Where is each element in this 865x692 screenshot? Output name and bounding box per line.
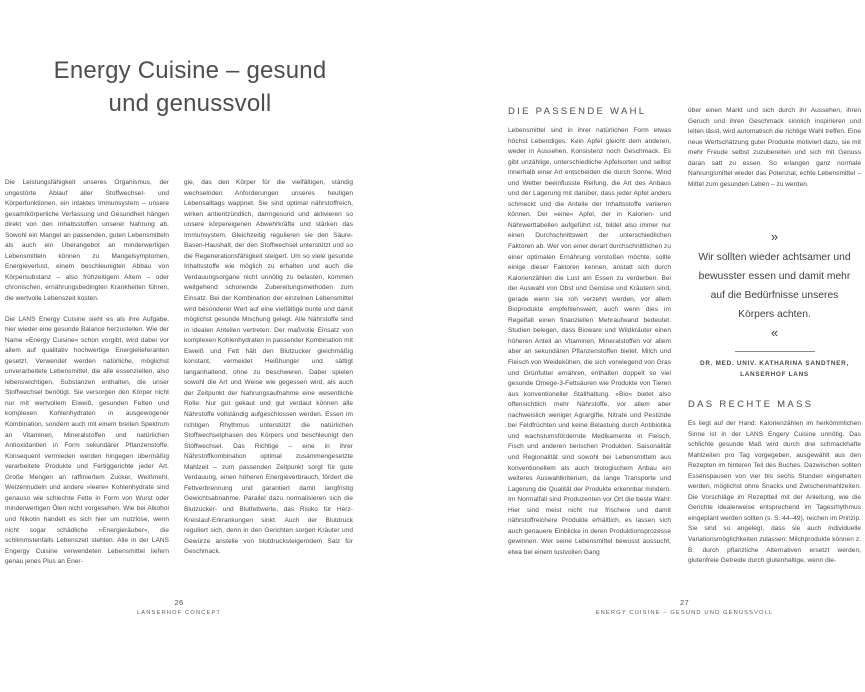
attribution-divider xyxy=(735,351,815,352)
passende-wahl-column-1-text: Lebensmittel sind in ihrer natürlichen Form etwas höchst Lebendiges. Kein Apfel gleicht dem anderen, weder in Aussehen, Konsistenz noch Geschmack. Es gibt unzählige, unterschiedliche Apfelsorten und selbst innerhalb einer Art entscheiden die durch Sonne, Wind und Wetter beeinflusste Reifung, die Art des Anbaus und der Lagerung mit darüber, dass jeder Apfel anders schmeckt und die Anteile der Inhaltsstoffe variieren können. Der »eine« Apfel, der in Kalorien- und Nährwerttabellen aufgeführt ist, bildet also immer nur einen Durchschnittswert der unterschiedlichen Faktoren ab. Wer von einer derart durchschnittlichen zu einer optimalen Ernährung vorstoßen möchte, sollte einige dieser Faktoren kennen, anstatt sich durch Kalorienzählen die Lust am Essen zu verderben. Bei der Auswahl von Obst und Gemüse und Kräutern sind, gerade wenn sie roh verzehrt werden, vor allem Bioprodukte empfehlenswert, auch wenn dies im Regelfall einen finanziellen Mehraufwand bedeutet. Studien belegen, dass Bioware und Wildkräuter einen höheren Anteil an Vitaminen, Mineralstoffen vor allem aber an sekundären Pflanzenstoffen bietet. Milch und Fleisch von Weidekühen, die sich vorwiegend von Gras und Grünfutter ernähren, enthalten doppelt so viel gesunde Omege-3-Fettsäuren wie Produkte von Tieren aus konventioneller Stallhaltung. »Bio« bietet also offensichtlich mehr Nährstoffe, vor allem aber nachweislich weniger Agrargifte, Nitrate und Pestizide bei Feldfrüchten und keine Belastung durch Antibiotika und wachstumsfördernde Medikamente in Fleisch, Fisch und anderen tierischen Produkten. Saisonalität und Regionalität sind sowohl bei Lebensmitteln aus konventionellem als auch biologischem Anbau ein weiteres Auswahlkriterium, da lange Transporte und Lagerung die Qualität der Produkte erkennbar mindern. Im Normalfall sind Produzenten vor Ort die beste Wahl: Hier sind meist nicht nur frischere und damit nährstoffreichere Produkte erhältlich, es lassen sich auch genauere Einblicke in deren Produktionsprozesse gewinnen. Wer seine Lebensmittel bewusst aussucht, etwa bei einem lustvollen Gang xyxy=(508,127,671,556)
page-number-right: 27 xyxy=(680,598,689,607)
quote-text: Wir sollten wieder achtsamer und bewusster essen und damit mehr auf die Bedürfnisse unseres Körpers achten. xyxy=(698,252,851,320)
running-title-right: ENERGY CUISINE – GESUND UND GENUSSVOLL xyxy=(595,610,774,616)
running-title-left: LANSERHOF CONCEPT xyxy=(136,610,222,616)
intro-paragraph: Die Leistungsfähigkeit unseres Organismus, der ungestörte Ablauf aller Stoffwechsel- und Körperfunktionen, ein intaktes Immunsystem – unsere gesamtkörperliche Verfassung und Gesundheit hängen direkt von den Inhaltsstoffen unserer Nahrung ab. Sowohl ein Mangel an passenden, guten Lebensmitteln als auch ein Überangebot an minderwertigen Lebensmitteln können zu Mangelsymptomen, Energieverlust, einem beschleunigten Abbau von Körpersubstanz – also frühzeitigem Altern – oder chronischen, ernährungsbedingten Krankheiten führen, die wertvolle Lebenszeit kosten. xyxy=(5,179,169,303)
page-title xyxy=(25,54,355,120)
section-heading-passende-wahl: DIE PASSENDE WAHL xyxy=(508,106,647,117)
body-paragraph-column-1: Die LANS Energy Cuisine sieht es als ihre Aufgabe, hier wieder eine gesunde Balance herzustellen. Wie der Name »Energy Cuisine« schon vorgibt, wird dabei vor allem auf qualitativ hochwertige Energielieferanten gesetzt. Verwendet werden natürliche, möglichst unverarbeitete Lebensmittel, die alle essenziellen, also lebenswichtigen, Substanzen enthalten, die unser Stoffwechsel benötigt. Sie versorgen den Körper nicht nur mit wertvollem Eiweiß, gesunden Fetten und komplexen Kohlenhydraten in ausgewogener Kombination, sondern auch mit einem breiten Spektrum an Vitaminen, Mineralstoffen und natürlichen Antioxidantien in Form sekundärer Pflanzenstoffe. Konsequent vermieden werden hingegen übermäßig verarbeitete Produkte und Fertiggerichte jeder Art. Große Mengen an raffiniertem Zucker, Weißmehl, Weizennudeln und andere »leere« Kohlenhydrate sind genauso wie schlechte Fette in Form von Wurst oder minderwertigen Ölen nicht vorgesehen. Wie bei Alkohol und Nikotin handelt es sich hier um nutzlose, wenn nicht sogar schädliche »Energieräuber«, die schlimmstenfalls Lebenszeit stehlen. Alle in der LANS Engergy Cuisine verwendeten Lebensmittel liefern genau jenes Plus an Ener- xyxy=(5,315,169,566)
quote-open-mark: » xyxy=(770,229,779,244)
right-page-column-1 xyxy=(508,106,671,558)
section-heading-rechte-mass: DAS RECHTE MASS xyxy=(688,399,814,410)
quote-attribution-org: LANSERHOF LANS xyxy=(740,370,809,378)
rechte-mass-text: Es liegt auf der Hand: Kalorienzählen im herkömmlichen Sinne ist in der LANS Engery Cuisine unnötig. Das schlichte gesunde Maß wird durch drei schmackhafte Mahlzeiten pro Tag vorgegeben, ausgewählt aus den Rezepten im hinteren Teil des Buches. Dazwischen sollten Essenspausen von vier bis sechs Stunden eingehalten werden, möglichst ohne Snacks und Zwischenmahlzeiten. Die Vorschläge im Rezeptteil mit der Anleitung, wie die Gerichte idealerweise entsprechend im Tagesrhythmus eingeplant werden sollten (s. S. 44–49), reichen im Prinzip. Sie sind so angelegt, dass sie auch individuelle Variationsmöglichkeiten zulassen: Milchprodukte können z. B. durch pflanzliche Alternativen ersetzt werden, glutenfreie Getreide durch glutenhaltige, wenn die- xyxy=(688,420,861,565)
left-page-footer xyxy=(5,598,353,616)
right-page-footer xyxy=(508,598,861,616)
passende-wahl-column-2-text: über einen Markt und sich durch ihr Aussehen, ihren Geruch und ihren Geschmack sinnlich inspirieren und leiten lässt, wird automatisch die richtige Wahl treffen. Eine neue Wertschätzung guter Produkte motiviert dazu, sie mit mehr Freude selbst zuzubereiten und sich mit Genuss daran satt zu essen. So erlangen ganz normale Nahrungsmittel wieder das Potenzial, echte Lebensmittel – Mittel zum gesunden Leben – zu werden. xyxy=(688,107,861,188)
quote-attribution-name: DR. MED. UNIV. KATHARINA SANDTNER, xyxy=(700,360,849,367)
pull-quote xyxy=(688,230,861,380)
quote-close-mark: « xyxy=(770,325,779,340)
left-page-column-2 xyxy=(184,178,353,558)
body-paragraph-column-2: gie, das den Körper für die vielfältigen, ständig wechselnden Anforderungen unseres heutigen Lebensalltags wappnet. Sie sind optimal nährstoffreich, wirken antientzündlich, darmgesund und aktivieren so unsere körpereigenen Abwehrkräfte und stärken das Immunsystem. Gleichzeitig regulieren sie den Säure-Basen-Haushalt, der den Stoffwechsel unterstützt und so die Regenerationsfähigkeit steigert. Um so viele gesunde Inhaltsstoffe wie möglich zu erhalten und auch die Verdauungsorgane nicht unnötig zu belasten, kommen weitgehend schonende Zubereitungsmethoden zum Einsatz. Bei der Kombination der einzelnen Lebensmittel wird besonderer Wert auf eine vielfältige bunte und damit möglichst gesunde Mischung gelegt. Alle Nährstoffe sind in idealen Anteilen vertreten: Der maßvolle Einsatz von komplexen Kohlenhydraten in passender Kombination mit Eiweiß und Fett hält den Blutzucker gleichmäßig konstant, vermeidet Heißhunger und sättigt langanhaltend, ohne zu beschweren. Dabei spielen sowohl die Art und Weise wie gegessen wird, als auch der Zeitpunkt der Nahrungsaufnahme eine wesentliche Rolle: Nur gut gekaut und gut verdaut können alle Nährstoffe vollständig aufgeschlossen werden. Essen im richtigen Rhythmus unterstützt die natürlichen Stoffwechselphasen des Körpers und beschleunigt den Stoffwechsel. Das Richtige – eine in ihrer Nährstoffkombination optimal zusammengesetzte Mahlzeit – zum passenden Zeitpunkt sorgt für gute Verdauung, einen höheren Energieverbrauch, fördert die Fettverbrennung und garantiert damit langfristig Gewichtsabnahme. Parallel dazu normalisieren sich die Blutzucker- und Blutfettwerte, das Risiko für Herz-Kreislauf-Erkrankungen sinkt. Auch der Blutdruck reguliert sich, denn in den Gerichten sorgen Kräuter und Gewürze anstelle von blutdrucksteigerndem Salz für Geschmack. xyxy=(184,179,353,556)
section-rechte-mass xyxy=(688,399,861,567)
page-number-left: 26 xyxy=(174,598,184,607)
left-page-column-1 xyxy=(5,178,169,568)
page-title-line-1: Energy Cuisine – gesund xyxy=(53,57,327,84)
page-title-line-2: und genussvoll xyxy=(108,90,272,117)
right-page-column-2 xyxy=(688,106,861,190)
